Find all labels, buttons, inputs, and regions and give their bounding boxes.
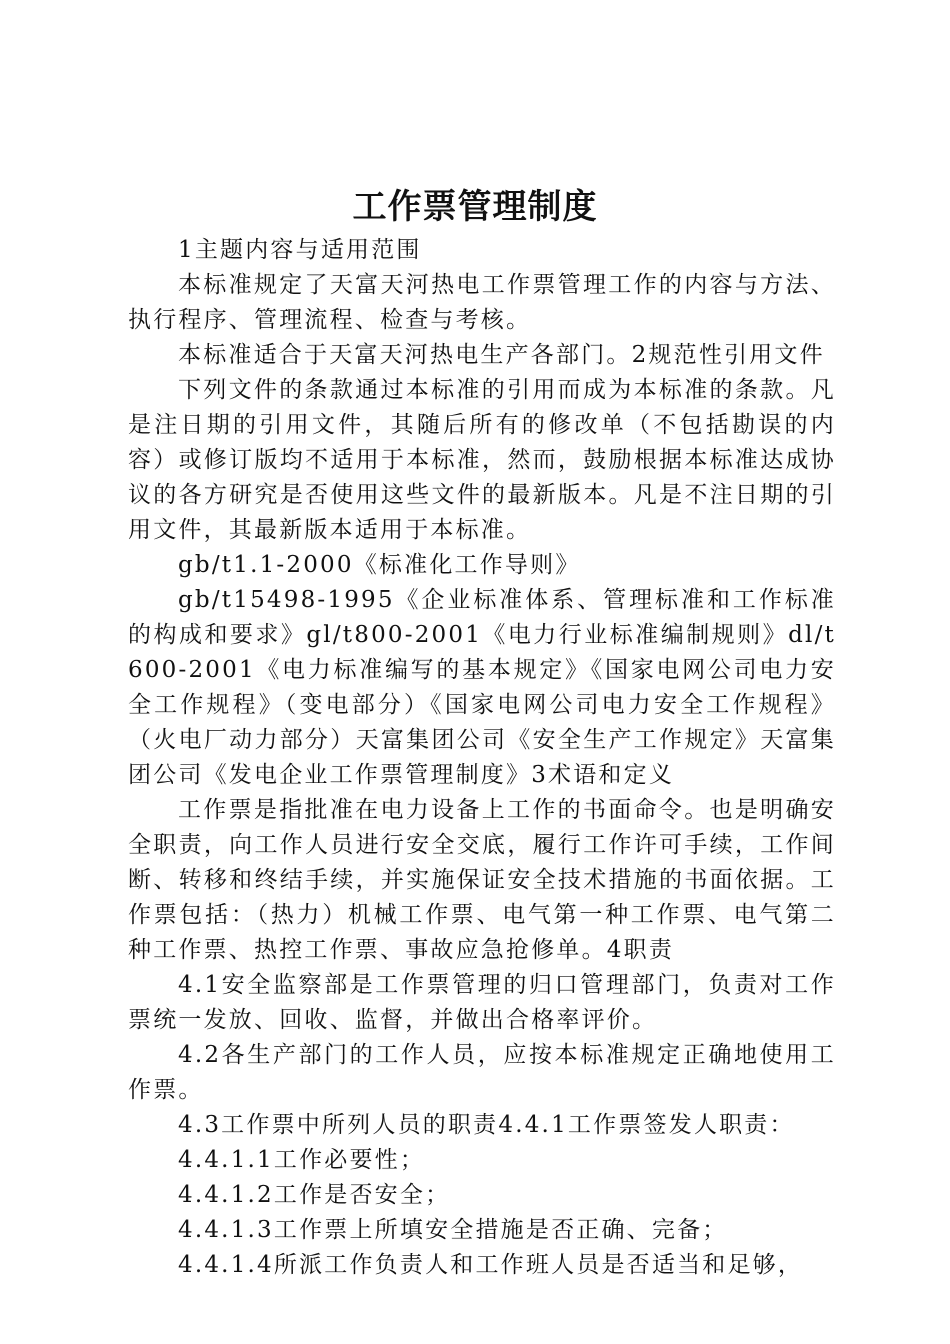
paragraph: 本标准适合于天富天河热电生产各部门。2规范性引用文件 [178,342,825,368]
list-item: 4.4.1.3工作票上所填安全措施是否正确、完备； [178,1217,728,1243]
paragraph: 本标准规定了天富天河热电工作票管理工作的内容与方法、执行程序、管理流程、检查与考核。 [128,272,836,333]
section-heading: 1主题内容与适用范围 [178,237,422,263]
list-item: 4.4.1.1工作必要性； [178,1147,426,1173]
paragraph: 4.3工作票中所列人员的职责4.4.1工作票签发人职责： [178,1112,795,1138]
paragraph: 下列文件的条款通过本标准的引用而成为本标准的条款。凡是注日期的引用文件，其随后所有的修改单（不包括勘误的内容）或修订版均不适用于本标准，然而，鼓励根据本标准达成协议的各方研究是否使用这些文件的最新版本。凡是不注日期的引用文件，其最新版本适用于本标准。 [128,377,836,543]
paragraph: 4.1安全监察部是工作票管理的归口管理部门，负责对工作票统一发放、回收、监督，并做出合格率评价。 [128,972,836,1033]
document-body [128,233,836,1283]
reference-item: gb/t1.1-2000《标准化工作导则》 [178,552,581,578]
list-item: 4.4.1.4所派工作负责人和工作班人员是否适当和足够， [178,1252,804,1278]
paragraph: 4.2各生产部门的工作人员，应按本标准规定正确地使用工作票。 [128,1042,836,1103]
reference-list: gb/t15498-1995《企业标准体系、管理标准和工作标准的构成和要求》gl/t800-2001《电力行业标准编制规则》dl/t600-2001《电力标准编写的基本规定》《国家电网公司电力安全工作规程》（变电部分）《国家电网公司电力安全工作规程》（火电厂动力部分）天富集团公司《安全生产工作规定》天富集团公司《发电企业工作票管理制度》3术语和定义 [128,587,836,788]
list-item: 4.4.1.2工作是否安全； [178,1182,451,1208]
paragraph: 工作票是指批准在电力设备上工作的书面命令。也是明确安全职责，向工作人员进行安全交底，履行工作许可手续，工作间断、转移和终结手续，并实施保证安全技术措施的书面依据。工作票包括：（热力）机械工作票、电气第一种工作票、电气第二种工作票、热控工作票、事故应急抢修单。4职责 [128,797,836,963]
document-title: 工作票管理制度 [352,187,598,227]
